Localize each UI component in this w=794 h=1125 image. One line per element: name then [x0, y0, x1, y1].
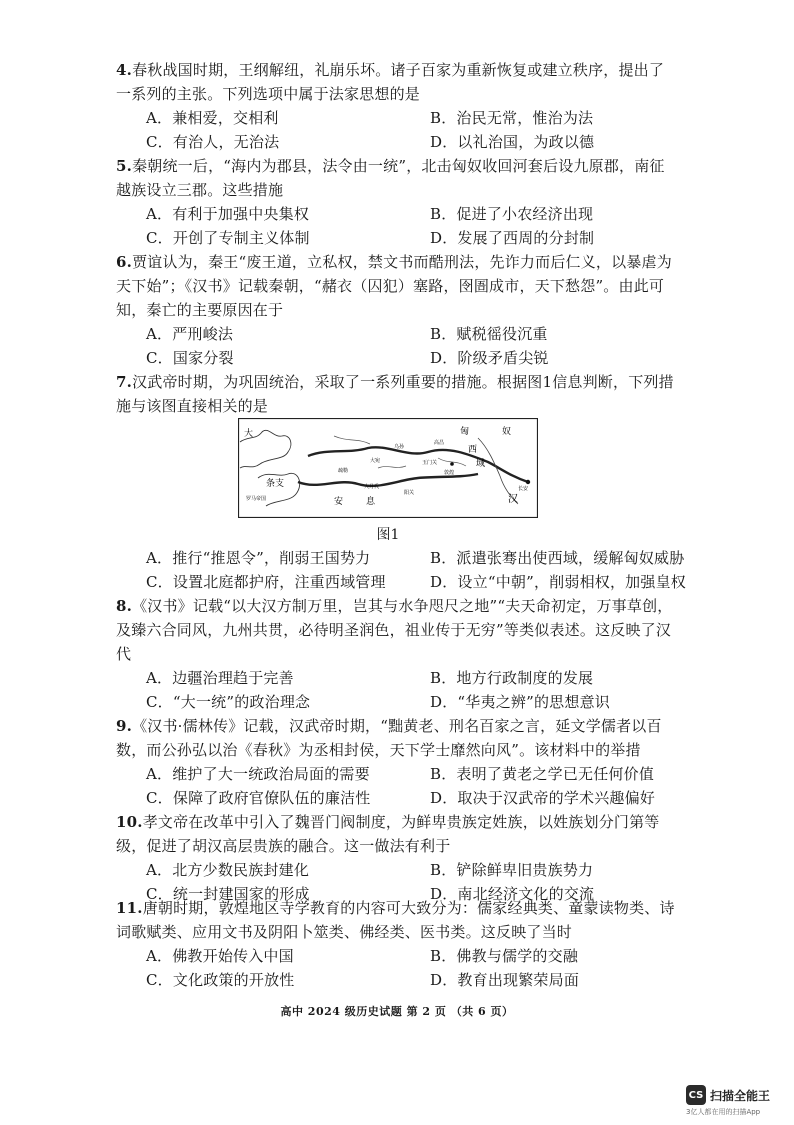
- label-yu: 域: [476, 459, 486, 469]
- question-10: [116, 810, 676, 906]
- label-dayuan: 大宛: [370, 458, 381, 464]
- option-d: D．以礼治国，为政以德: [430, 133, 595, 151]
- options: [146, 944, 676, 992]
- changan-marker: [526, 480, 530, 484]
- label-xiongnu-1: 匈: [460, 427, 470, 437]
- option-c: C．文化政策的开放性: [146, 971, 295, 989]
- option-d: D．设立“中朝”，削弱相权，加强皇权: [430, 573, 686, 591]
- option-a: A．兼相爱，交相利: [146, 109, 279, 127]
- question-number: 5.: [116, 157, 133, 175]
- option-c: C．国家分裂: [146, 349, 234, 367]
- question-5: [116, 154, 676, 250]
- option-a: A．维护了大一统政治局面的需要: [146, 765, 370, 783]
- options: [146, 666, 676, 714]
- option-c: C．设置北庭都护府，注重西域管理: [146, 573, 386, 591]
- scanner-watermark: [686, 1085, 786, 1119]
- option-a: A．佛教开始传入中国: [146, 947, 294, 965]
- question-number: 7.: [116, 373, 133, 391]
- option-b: B．地方行政制度的发展: [430, 669, 594, 687]
- question-stem: 唐朝时期，敦煌地区寺学教育的内容可大致分为：儒家经典类、童蒙读物类、诗词歌赋类、应用文书及阴阳卜筮类、佛经类、医书类。这反映了当时: [116, 899, 675, 941]
- label-anxi-2: 息: [366, 497, 376, 507]
- dunhuang-marker: [450, 462, 454, 466]
- question-number: 10.: [116, 813, 143, 831]
- option-b: B．派遣张骞出使西域，缓解匈奴威胁: [430, 549, 685, 567]
- option-a: A．北方少数民族封建化: [146, 861, 310, 879]
- label-luoma: 罗马帝国: [246, 496, 267, 502]
- option-b: B．佛教与儒学的交融: [430, 947, 579, 965]
- option-a: A．推行“推恩令”，削弱王国势力: [146, 549, 371, 567]
- label-changan: 长安: [518, 486, 529, 492]
- option-b: B．铲除鲜卑旧贵族势力: [430, 861, 594, 879]
- question-stem: 贾谊认为，秦王“废王道，立私权，禁文书而酷刑法，先诈力而后仁义，以暴虐为天下始”；《汉书》记载秦朝，“赭衣（囚犯）塞路，囹圄成市，天下愁怨”。由此可知，秦亡的主要原因在于: [116, 253, 672, 319]
- label-yangguan: 阳关: [404, 490, 415, 496]
- question-6: [116, 250, 676, 370]
- question-7-options: [116, 546, 686, 594]
- map-frame: [239, 419, 538, 518]
- option-d: D．发展了西周的分封制: [430, 229, 595, 247]
- label-shule: 疏勒: [338, 468, 349, 474]
- scanner-app-name: 扫描全能王: [710, 1089, 771, 1103]
- question-8: [116, 594, 676, 714]
- label-anxi-1: 安: [334, 497, 344, 507]
- option-a: A．严刑峻法: [146, 325, 234, 343]
- label-tiaozhi: 条支: [266, 479, 285, 489]
- question-number: 6.: [116, 253, 133, 271]
- question-11: [116, 896, 676, 992]
- option-c: C．开创了专制主义体制: [146, 229, 310, 247]
- option-d: D．“华夷之辨”的思想意识: [430, 693, 610, 711]
- options: [146, 106, 676, 154]
- option-c: C．保障了政府官僚队伍的廉洁性: [146, 789, 371, 807]
- options: [146, 762, 676, 810]
- question-number: 8.: [116, 597, 133, 615]
- question-number: 9.: [116, 717, 133, 735]
- option-d: D．阶级矛盾尖锐: [430, 349, 549, 367]
- question-number: 4.: [116, 61, 133, 79]
- label-dayuezhi: 大月氏: [364, 484, 380, 490]
- option-b: B．治民无常，惟治为法: [430, 109, 594, 127]
- label-xi: 西: [468, 445, 478, 455]
- silk-road-map: [238, 418, 538, 518]
- option-d: D．教育出现繁荣局面: [430, 971, 580, 989]
- question-stem: 孝文帝在改革中引入了魏晋门阀制度，为鲜卑贵族定姓族，以姓族划分门第等级，促进了胡汉高层贵族的融合。这一做法有利于: [116, 813, 660, 855]
- question-stem: 《汉书》记载“以大汉方制万里，岂其与水争咫尺之地”“夫天命初定，万事草创，及臻六合同风，九州共贯，必待明圣润色，祖业传于无穷”等类似表述。这反映了汉代: [116, 597, 673, 663]
- option-b: B．表明了黄老之学已无任何价值: [430, 765, 655, 783]
- question-9: [116, 714, 676, 810]
- options: [146, 546, 686, 594]
- option-b: B．促进了小农经济出现: [430, 205, 594, 223]
- option-b: B．赋税徭役沉重: [430, 325, 548, 343]
- question-7: [116, 370, 676, 418]
- question-stem: 汉武帝时期，为巩固统治，采取了一系列重要的措施。根据图1信息判断，下列措施与该图直接相关的是: [116, 373, 674, 415]
- question-4: [116, 58, 676, 154]
- camscanner-logo-icon: CS: [686, 1085, 706, 1105]
- label-xiongnu-2: 奴: [502, 427, 512, 437]
- question-stem: 秦朝统一后，“海内为郡县，法令由一统”，北击匈奴收回河套后设九原郡，南征越族设立三郡。这些措施: [116, 157, 665, 199]
- question-number: 11.: [116, 899, 143, 917]
- label-dunhuang: 敦煌: [444, 470, 455, 476]
- option-c: C．“大一统”的政治理念: [146, 693, 311, 711]
- question-stem: 《汉书·儒林传》记载，汉武帝时期，“黜黄老、刑名百家之言，延文学儒者以百数，而公孙弘以治《春秋》为丞相封侯，天下学士靡然向风”。该材料中的举措: [116, 717, 662, 759]
- options: [146, 322, 676, 370]
- label-da: 大: [244, 429, 254, 439]
- option-a: A．边疆治理趋于完善: [146, 669, 294, 687]
- page-footer: 高中 2024 级历史试题 第 2 页 （共 6 页）: [280, 1005, 514, 1018]
- option-c: C．统一封建国家的形成: [146, 885, 310, 903]
- scanner-tagline: 3亿人都在用的扫描App: [686, 1108, 761, 1116]
- options: [146, 202, 676, 250]
- map-caption: 图1: [376, 527, 400, 543]
- label-han: 汉: [508, 494, 518, 505]
- option-c: C．有治人，无治法: [146, 133, 280, 151]
- label-yumenguan: 玉门关: [422, 460, 438, 466]
- label-gaochang: 高昌: [434, 440, 445, 446]
- option-d: D．取决于汉武帝的学术兴趣偏好: [430, 789, 656, 807]
- option-a: A．有利于加强中央集权: [146, 205, 310, 223]
- question-stem: 春秋战国时期，王纲解纽，礼崩乐坏。诸子百家为重新恢复或建立秩序，提出了一系列的主张。下列选项中属于法家思想的是: [116, 61, 665, 103]
- label-wusun: 乌孙: [394, 444, 405, 450]
- option-d: D．南北经济文化的交流: [430, 885, 595, 903]
